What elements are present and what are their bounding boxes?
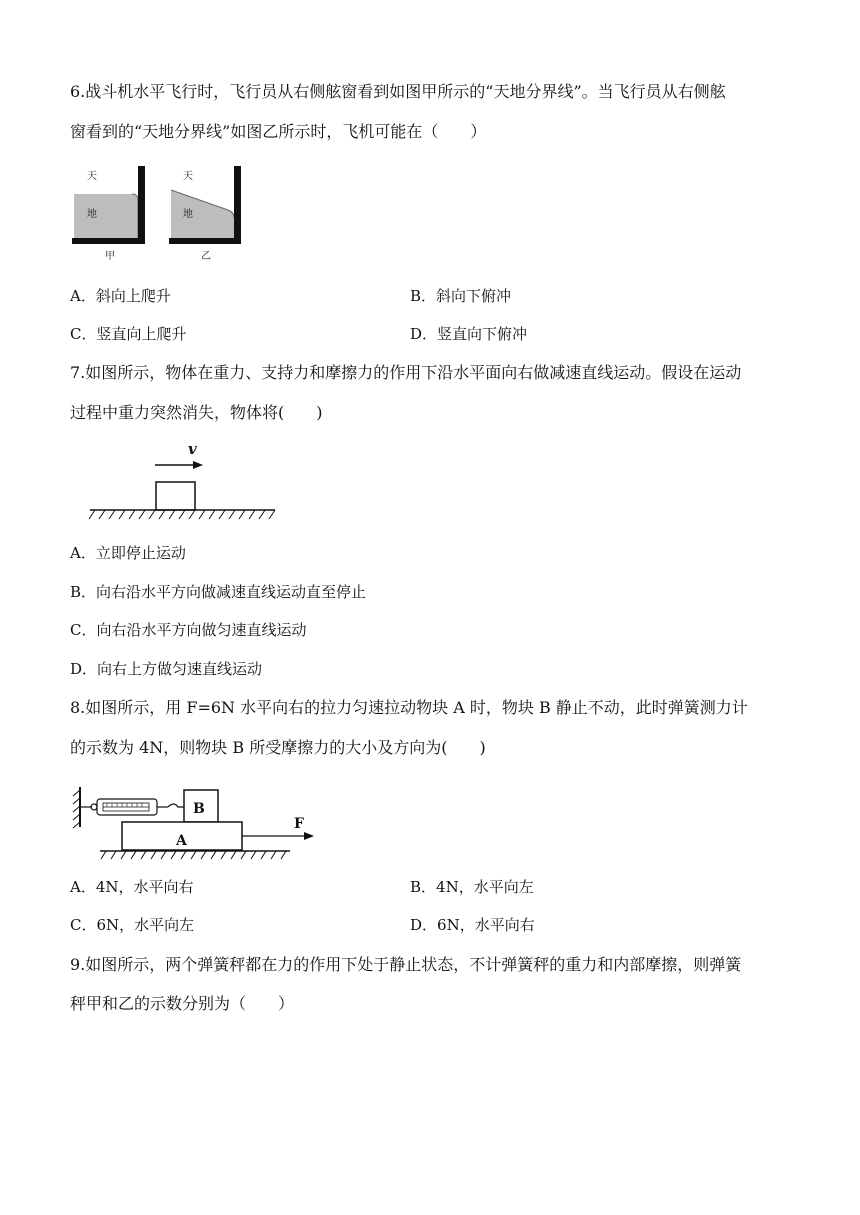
q6-jia-caption: 甲 bbox=[105, 251, 115, 262]
q8-block-b-label: B bbox=[193, 801, 205, 817]
q8-spring-scale bbox=[80, 799, 184, 815]
q7-figure bbox=[85, 437, 280, 527]
q6-figure-jia bbox=[72, 166, 145, 262]
q7-stem-line2: 过程中重力突然消失，物体将( ) bbox=[70, 403, 323, 422]
q6-figure bbox=[70, 162, 250, 264]
q7-velocity-label: v bbox=[188, 440, 197, 458]
q8-stem-line1: 8.如图所示，用 F=6N 水平向右的拉力匀速拉动物块 A 时，物块 B 静止不动，此时弹簧测力计 bbox=[70, 698, 748, 717]
q6-stem-line1: 6.战斗机水平飞行时，飞行员从右侧舷窗看到如图甲所示的“天地分界线”。当飞行员从右侧舷 bbox=[70, 82, 726, 101]
q8-figure bbox=[70, 782, 330, 864]
q6-yi-sky-label: 天 bbox=[183, 171, 193, 182]
q8-block-a-label: A bbox=[176, 833, 187, 849]
q7-block bbox=[156, 482, 195, 510]
q6-yi-ground-label: 地 bbox=[183, 209, 193, 220]
q8-option-c[interactable]: C．6N，水平向左 bbox=[70, 916, 195, 934]
q6-stem-line2: 窗看到的“天地分界线”如图乙所示时，飞机可能在（ ） bbox=[70, 122, 487, 141]
q7-option-d[interactable]: D．向右上方做匀速直线运动 bbox=[70, 660, 263, 678]
q6-option-b[interactable]: B．斜向下俯冲 bbox=[410, 287, 512, 305]
q8-option-d[interactable]: D．6N，水平向右 bbox=[410, 916, 535, 934]
q7-option-c[interactable]: C．向右沿水平方向做匀速直线运动 bbox=[70, 621, 307, 639]
q7-stem-line1: 7.如图所示，物体在重力、支持力和摩擦力的作用下沿水平面向右做减速直线运动。假设在运动 bbox=[70, 363, 742, 382]
q7-option-a[interactable]: A．立即停止运动 bbox=[70, 544, 186, 562]
q6-figure-yi bbox=[169, 166, 241, 262]
q8-stem-line2: 的示数为 4N，则物块 B 所受摩擦力的大小及方向为( ) bbox=[70, 738, 486, 757]
q6-yi-caption: 乙 bbox=[201, 251, 211, 262]
q6-option-d[interactable]: D．竖直向下俯冲 bbox=[410, 325, 528, 343]
q9-stem-line2: 秤甲和乙的示数分别为（ ） bbox=[70, 994, 295, 1013]
q7-option-b[interactable]: B．向右沿水平方向做减速直线运动直至停止 bbox=[70, 583, 367, 601]
q6-jia-ground-label: 地 bbox=[87, 209, 97, 220]
q6-jia-sky-label: 天 bbox=[87, 171, 97, 182]
q6-option-a[interactable]: A．斜向上爬升 bbox=[70, 287, 171, 305]
q6-option-c[interactable]: C．竖直向上爬升 bbox=[70, 325, 187, 343]
q8-force-label: F bbox=[294, 816, 304, 832]
q8-option-a[interactable]: A．4N，水平向右 bbox=[70, 878, 194, 896]
q8-option-b[interactable]: B．4N，水平向左 bbox=[410, 878, 534, 896]
q9-stem-line1: 9.如图所示，两个弹簧秤都在力的作用下处于静止状态，不计弹簧秤的重力和内部摩擦，则弹簧 bbox=[70, 955, 742, 974]
